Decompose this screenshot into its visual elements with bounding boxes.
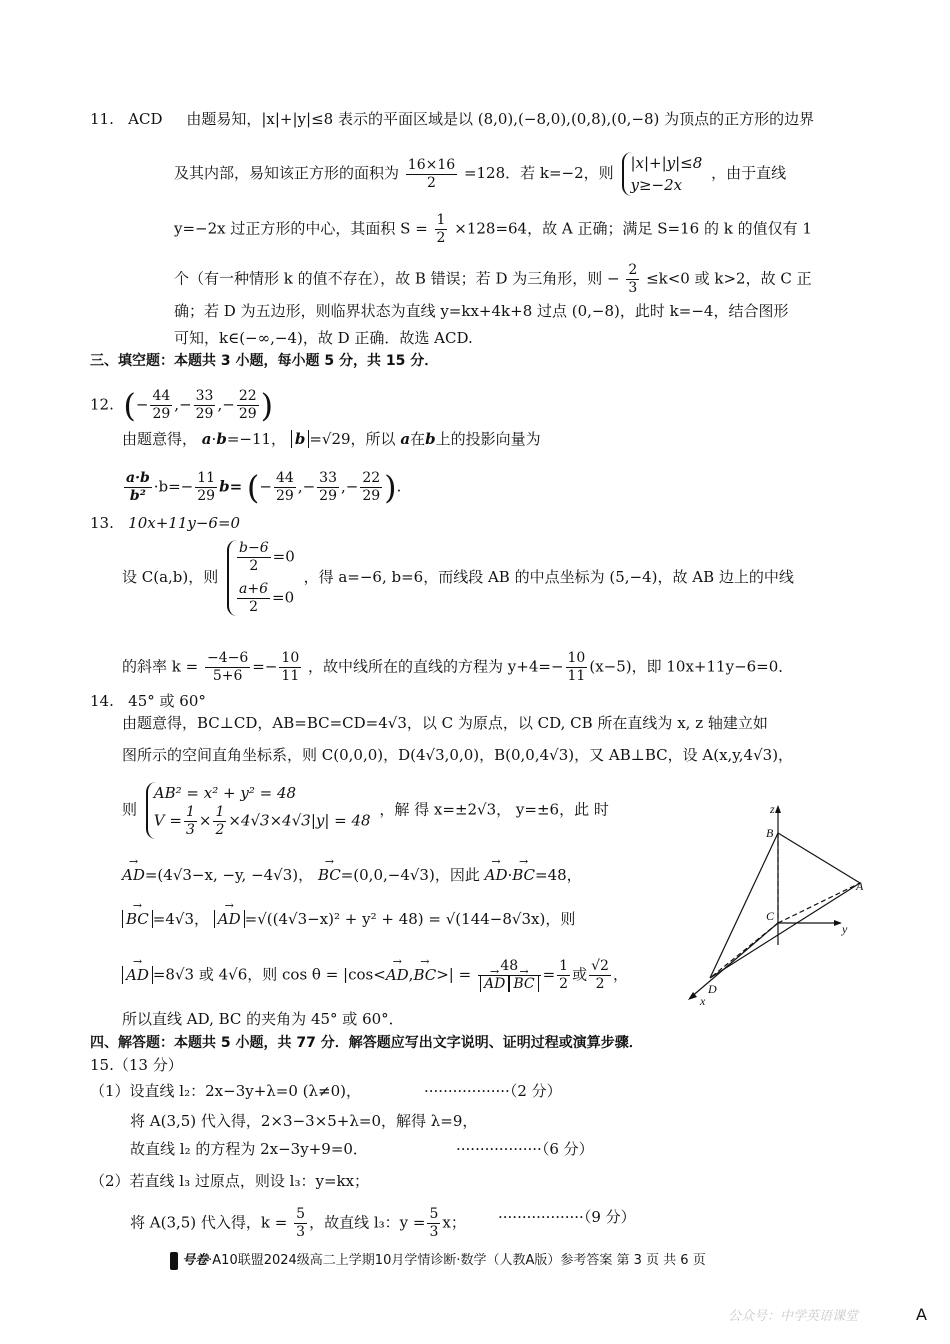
q15-title: 15.（13 分）: [90, 1056, 183, 1074]
q12-text-1e: 上的投影向量为: [435, 430, 541, 448]
fraction-half: [435, 212, 448, 247]
q15-text-3: 故直线 l₂ 的方程为 2x−3y+9=0．: [130, 1140, 368, 1158]
q11-text-3b: ×128=64，故 A 正确；满足 S=16 的 k 的值仅有 1: [454, 219, 812, 238]
q14-text-6a: =8√3 或 4√6，则 cos θ = |cos<: [152, 965, 386, 984]
q13-text-1a: 设 C(a,b)，则: [122, 568, 219, 586]
label-A: A: [856, 879, 864, 893]
q11-text-5: 确；若 D 为五边形，则临界状态为直线 y=kx+4k+8 过点 (0,−8)，此时 k=−4，结合图形: [174, 302, 789, 320]
fraction-den: b²: [129, 488, 146, 504]
fraction-den: 2: [595, 976, 605, 992]
fraction: [589, 958, 611, 993]
system-row: AB² = x² + y² = 48: [153, 784, 297, 802]
vector-a: a: [201, 430, 212, 448]
vector-b-norm: b: [291, 430, 310, 448]
fraction-den: 3: [185, 822, 195, 838]
q11-system: [622, 152, 702, 196]
q15-text-5b: ，故直线 l₃：y =: [309, 1213, 426, 1232]
q11-line3: [174, 212, 812, 247]
fraction-num: 48: [478, 958, 541, 976]
vector-BC: → BC: [126, 908, 149, 930]
fraction-num: a·b: [126, 470, 150, 486]
fraction: [360, 470, 382, 505]
fraction-den: 11: [567, 668, 586, 684]
fraction-num: 10: [281, 650, 300, 666]
q13-line1: [122, 540, 794, 616]
footer-logo: 号卷: [182, 1253, 209, 1268]
q14-text-7: 所以直线 AD, BC 的夹角为 45° 或 60°．: [122, 1010, 404, 1028]
q14-text-5a: =4√3，: [152, 910, 209, 928]
fraction: [184, 804, 197, 839]
fraction-cosine: [478, 958, 541, 993]
fraction-den: 29: [238, 406, 257, 422]
fraction-den: 2: [436, 230, 446, 246]
q11-text-2b: =128．若 k=−2，则: [463, 164, 614, 182]
q11-text-1: 由题易知，|x|+|y|≤8 表示的平面区域是以 (8,0),(−8,0),(0,8),(0,−8) 为顶点的正方形的边界: [186, 110, 815, 128]
q14-text-4c: =48，: [535, 866, 582, 884]
footer: [170, 1250, 706, 1272]
fraction-den: 29: [319, 488, 337, 504]
vector-b: b: [425, 430, 436, 448]
vector-BC: → BC: [413, 964, 436, 986]
q12-line0: 12. (− $\frac{44}{29}$ ,− $\frac{33}{29}$ ,− $\frac{22}{29}$ ): [90, 386, 274, 425]
vector-BC: → BC: [512, 864, 535, 886]
fraction-den: 2: [215, 822, 225, 838]
fraction: [150, 388, 172, 423]
label-B: B: [766, 826, 774, 840]
q11-text-2c: ，由于直线: [711, 164, 787, 182]
system-row: |x|+|y|≤8: [630, 154, 703, 172]
fraction-num: 33: [319, 470, 337, 486]
vector-AD: → AD: [484, 976, 505, 993]
q14-text-4a: =(4√3−x, −y, −4√3)，: [144, 866, 314, 884]
fraction-num: 1: [215, 804, 225, 820]
q11-text-2a: 及其内部，易知该正方形的面积为: [174, 164, 400, 182]
fraction-projection: [124, 470, 152, 505]
edge-BA: [778, 833, 860, 883]
q12-text-2a: ·b=−: [153, 477, 194, 496]
fraction-num: 16×16: [407, 156, 456, 173]
q12-text-1a: 由题意得，: [122, 430, 198, 448]
fraction: [317, 470, 339, 505]
q11-line5: [174, 300, 788, 322]
q15-line4: [90, 1170, 369, 1192]
q11-text-3a: y=−2x 过正方形的中心，其面积 S =: [174, 219, 428, 238]
label-y: y: [842, 922, 848, 936]
q14-line7: [122, 1008, 404, 1030]
equals-zero: =0: [272, 547, 295, 566]
q14-line4: → AD=(4√3−x, −y, −4√3)， → BC=(0,0,−4√3)，因此 → AD·→ BC=48，: [122, 864, 582, 886]
fraction-num: 22: [238, 388, 257, 404]
q14-text-5b: =√((4√3−x)² + y² + 48) = √(144−8√3x)，则: [244, 910, 576, 928]
fraction-den: 2: [249, 558, 259, 574]
period: .: [396, 477, 402, 496]
fraction: [557, 958, 570, 993]
q13-text-2b: =−: [252, 657, 278, 676]
fraction-num: 5: [429, 1206, 439, 1222]
vector-AD: → AD: [122, 864, 145, 886]
fraction-num: b−6: [239, 540, 269, 556]
q11-text-4a: 个（有一种情形 k 的值不存在），故 B 错误；若 D 为三角形，则 −: [174, 269, 620, 288]
q15-dots-1: ··················（2 分）: [424, 1082, 562, 1100]
q14-text-6b: >| =: [436, 965, 472, 984]
q12-text-1c: =√29，所以: [309, 430, 396, 448]
vector-AD: → AD: [485, 864, 508, 886]
fraction-den: 2: [249, 599, 258, 615]
fraction-num: 33: [195, 388, 214, 404]
q12-text-1d: 在: [410, 430, 426, 448]
q15-dots-3: ··················（9 分）: [498, 1208, 636, 1226]
q15-line2: [130, 1110, 477, 1132]
fraction-num: 1: [185, 804, 195, 820]
q15-text-5c: x；: [442, 1213, 466, 1232]
fraction-num: √2: [591, 958, 609, 974]
fraction-den: 2: [427, 174, 436, 191]
fraction-num: 5: [296, 1206, 306, 1222]
section-3-heading: 三、填空题：本题共 3 小题，每小题 5 分，共 15 分．: [90, 353, 439, 369]
fraction-num: 2: [628, 262, 638, 278]
fraction: [279, 650, 301, 685]
label-z: z: [770, 802, 775, 816]
q15-line5: [130, 1206, 466, 1241]
fraction-den: 11: [281, 668, 300, 684]
q13-system: [227, 540, 295, 616]
q15-text-5a: 将 A(3,5) 代入得，k =: [130, 1213, 288, 1232]
q14-answer: 45° 或 60°: [128, 692, 206, 710]
q11-answer: ACD: [128, 110, 163, 128]
fraction-two-thirds: [626, 262, 639, 297]
fraction-den: 3: [296, 1224, 306, 1240]
fraction-den: 3: [628, 280, 638, 296]
logo-mark-icon: [170, 1252, 178, 1270]
q14-text-3-pre: 则: [122, 800, 138, 819]
fraction-den: 29: [152, 406, 171, 422]
vector-AD: → AD: [386, 964, 409, 986]
q14-text-3b: ，解 得 x=±2√3， y=±6，此 时: [379, 800, 609, 819]
q14-line0: [90, 690, 206, 712]
system-row: y≥−2x: [630, 176, 683, 194]
q12-line1: [122, 428, 541, 450]
q13-line2: [122, 650, 793, 685]
q11-line2: [174, 152, 786, 196]
q14-text-2: 图所示的空间直角坐标系，则 C(0,0,0)，D(4√3,0,0)，B(0,0,4√3)，又 AB⊥BC，设 A(x,y,4√3)，: [122, 746, 794, 764]
q14-text-6c: =: [542, 965, 556, 984]
vector-BC: → BC: [318, 864, 341, 886]
q15-text-4: （2）若直线 l₃ 过原点，则设 l₃：y=kx；: [90, 1172, 370, 1190]
fraction: [566, 650, 588, 685]
q12-line2: $\frac{a\cdot b}{\text{b²}}$ ·b=− $\frac{11}{29}$ b= (− $\frac{44}{29}$ ,− $\frac{33}{29}$ ,− $\frac{22}{29}$ ).: [126, 468, 402, 507]
fraction-den: 29: [275, 488, 294, 504]
equals-zero: =0: [272, 588, 295, 607]
fraction: [237, 581, 270, 616]
fraction-den: 29: [362, 488, 381, 504]
q11-line6: [174, 327, 473, 349]
corner-mark: A: [916, 1305, 927, 1324]
edge-CA: [778, 883, 860, 923]
watermark: 公众号：中学英语课堂: [728, 1309, 859, 1324]
dot-operator: ·: [211, 430, 217, 448]
q13-text-2a: 的斜率 k =: [122, 657, 199, 676]
q15-line3: [130, 1138, 368, 1160]
q14-text-6e: ，: [612, 965, 628, 984]
y-arrow-icon: [834, 920, 842, 926]
vector-AD: → AD: [126, 964, 149, 986]
q14-number: 14.: [90, 692, 114, 710]
q12-text-1b: =−11，: [226, 430, 287, 448]
label-x: x: [700, 994, 706, 1008]
fraction-den: 2: [559, 976, 569, 992]
q11-text-4b: ≤k<0 或 k>2，故 C 正: [646, 269, 812, 288]
q15-dots-2: ··················（6 分）: [456, 1140, 594, 1158]
vector-b: b: [216, 430, 227, 448]
fraction-den: 29: [197, 488, 216, 504]
q14-line6: → AD =8√3 或 4√6，则 cos θ = |cos<→ AD,→ BC>| = 48 → AD→ BC = $\frac{1}{2}$ 或 $\frac{√2}{2}$ ，: [122, 958, 628, 993]
label-D: D: [708, 982, 717, 996]
q14-line3: [122, 782, 609, 839]
vector-AD: → AD: [218, 908, 241, 930]
q14-text-1: 由题意得，BC⊥CD，AB=BC=CD=4√3，以 C 为原点，以 CD, CB 所在直线为 x, z 轴建立如: [122, 714, 768, 732]
fraction-num: a+6: [239, 581, 269, 597]
q13-text-1b: ，得 a=−6, b=6，而线段 AB 的中点坐标为 (5,−4)，故 AB 边上的中线: [303, 568, 794, 586]
q13-text-2d: (x−5)，即 10x+11y−6=0．: [589, 657, 794, 676]
footer-text: ·A10联盟2024级高二上学期10月学情诊断·数学（人教A版）参考答案 第 3 页 共 6 页: [208, 1253, 706, 1268]
q14-line5: [122, 908, 575, 930]
q13-answer: 10x+11y−6=0: [128, 514, 241, 532]
vector-a: a: [400, 430, 411, 448]
fraction-area: [406, 157, 457, 192]
fraction-num: 22: [362, 470, 381, 486]
fraction: [194, 388, 216, 423]
fraction-num: 44: [275, 470, 294, 486]
q11-line4: [174, 262, 812, 297]
fraction: [195, 470, 217, 505]
q14-text-4b: =(0,0,−4√3)，因此: [340, 866, 480, 884]
fraction-num: 44: [152, 388, 171, 404]
fraction: [237, 540, 271, 575]
vector-BC: → BC: [513, 976, 534, 993]
q14-text-6d: 或: [572, 965, 588, 984]
q14-line1: [122, 712, 768, 734]
q15-text-1: （1）设直线 l₂：2x−3y+λ=0 (λ≠0)，: [90, 1082, 361, 1100]
q14-system: [146, 782, 371, 839]
q12-number: 12.: [90, 395, 114, 414]
section-4-heading: 四、解答题：本题共 5 小题，共 77 分．解答题应写出文字说明、证明过程或演算步骤．: [90, 1035, 643, 1051]
fraction: [274, 470, 296, 505]
fraction: [237, 388, 259, 423]
q14-figure: [680, 795, 880, 1015]
fraction-num: 1: [559, 958, 569, 974]
q11-text-6: 可知，k∈(−∞,−4)，故 D 正确．故选 ACD.: [174, 329, 473, 347]
fraction-num: 1: [436, 212, 446, 228]
fraction-num: 10: [567, 650, 586, 666]
fraction: [427, 1206, 440, 1241]
q14-line2: [122, 744, 793, 766]
fraction-num: −4−6: [206, 650, 249, 666]
q11-number: 11.: [90, 110, 114, 128]
q11-line1: [90, 108, 814, 130]
system-row: V = $\frac{1}{3}$ × $\frac{1}{2}$ ×4√3×4√3|y| = 48: [153, 804, 371, 838]
q13-number: 13.: [90, 514, 114, 532]
q13-line0: [90, 512, 240, 534]
label-C: C: [766, 909, 775, 923]
q15-line1: [90, 1080, 361, 1102]
fraction: [294, 1206, 307, 1241]
q15-text-2: 将 A(3,5) 代入得，2×3−3×5+λ=0，解得 λ=9，: [130, 1112, 478, 1130]
fraction-den: 29: [195, 406, 214, 422]
system-text: ×4√3×4√3|y| = 48: [228, 811, 371, 830]
system-text: V =: [153, 811, 182, 830]
q12-text-2b: b=: [219, 477, 243, 496]
fraction-den: 5+6: [212, 668, 243, 684]
z-arrow-icon: [775, 805, 781, 813]
fraction-den: 3: [429, 1224, 439, 1240]
fraction-num: 11: [197, 470, 216, 486]
q13-text-2c: ，故中线所在的直线的方程为 y+4=−: [308, 657, 564, 676]
fraction-slope: [205, 650, 250, 685]
fraction: [213, 804, 226, 839]
